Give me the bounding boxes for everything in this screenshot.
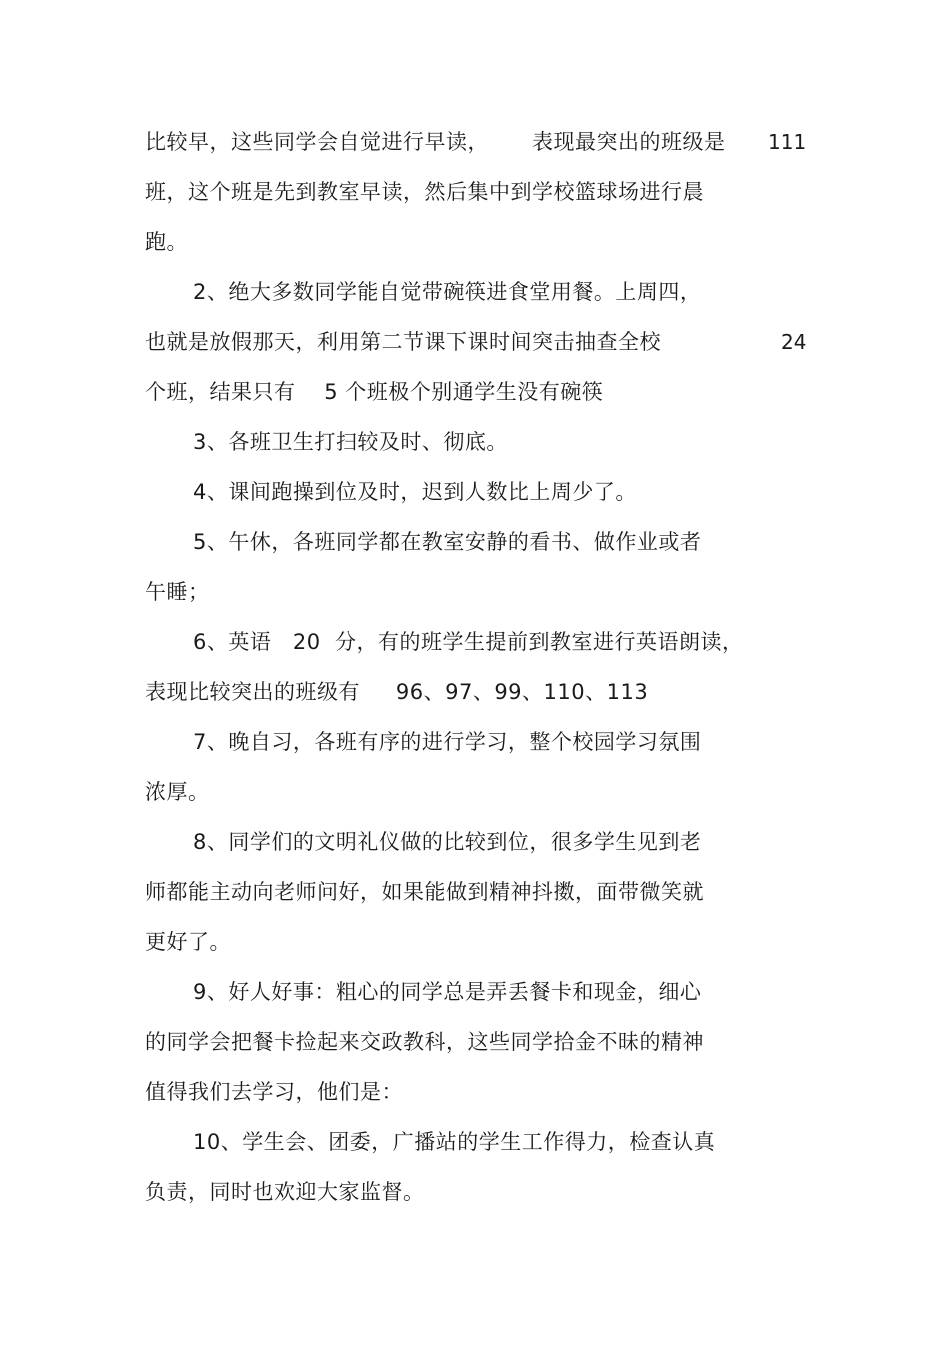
text-line: 的同学会把餐卡捡起来交政教科，这些同学拾金不昧的精神 xyxy=(145,1030,704,1054)
text-line: 个班，结果只有 5 个班极个别通学生没有碗筷 xyxy=(145,380,604,404)
text-line: 跑。 xyxy=(145,230,188,254)
text-line: 也就是放假那天，利用第二节课下课时间突击抽查全校 xyxy=(145,330,661,354)
text-line: 负责，同时也欢迎大家监督。 xyxy=(145,1180,425,1204)
text-line: 表现比较突出的班级有 96、97、99、110、113 xyxy=(145,680,649,704)
text-line-number: 111 xyxy=(768,130,807,154)
text-line: 更好了。 xyxy=(145,930,231,954)
paragraph-8-line: 8、同学们的文明礼仪做的比较到位，很多学生见到老 xyxy=(193,830,702,854)
paragraph-10-line: 10、学生会、团委，广播站的学生工作得力，检查认真 xyxy=(193,1130,716,1154)
text-line-number: 24 xyxy=(781,330,807,354)
paragraph-2-line: 2、绝大多数同学能自觉带碗筷进食堂用餐。上周四， xyxy=(193,280,702,304)
paragraph-9-line: 9、好人好事：粗心的同学总是弄丢餐卡和现金，细心 xyxy=(193,980,702,1004)
paragraph-6-line: 6、英语 20 分，有的班学生提前到教室进行英语朗读， xyxy=(193,630,744,654)
paragraph-5-line: 5、午休，各班同学都在教室安静的看书、做作业或者 xyxy=(193,530,702,554)
paragraph-7-line: 7、晚自习，各班有序的进行学习，整个校园学习氛围 xyxy=(193,730,702,754)
text-line: 班，这个班是先到教室早读，然后集中到学校篮球场进行晨 xyxy=(145,180,704,204)
paragraph-4-line: 4、课间跑操到位及时，迟到人数比上周少了。 xyxy=(193,480,637,504)
text-line: 浓厚。 xyxy=(145,780,210,804)
text-line: 值得我们去学习，他们是： xyxy=(145,1080,403,1104)
text-line: 比较早，这些同学会自觉进行早读， 表现最突出的班级是 xyxy=(145,130,726,154)
text-line: 师都能主动向老师问好，如果能做到精神抖擞，面带微笑就 xyxy=(145,880,704,904)
text-line: 午睡； xyxy=(145,580,210,604)
paragraph-3-line: 3、各班卫生打扫较及时、彻底。 xyxy=(193,430,508,454)
